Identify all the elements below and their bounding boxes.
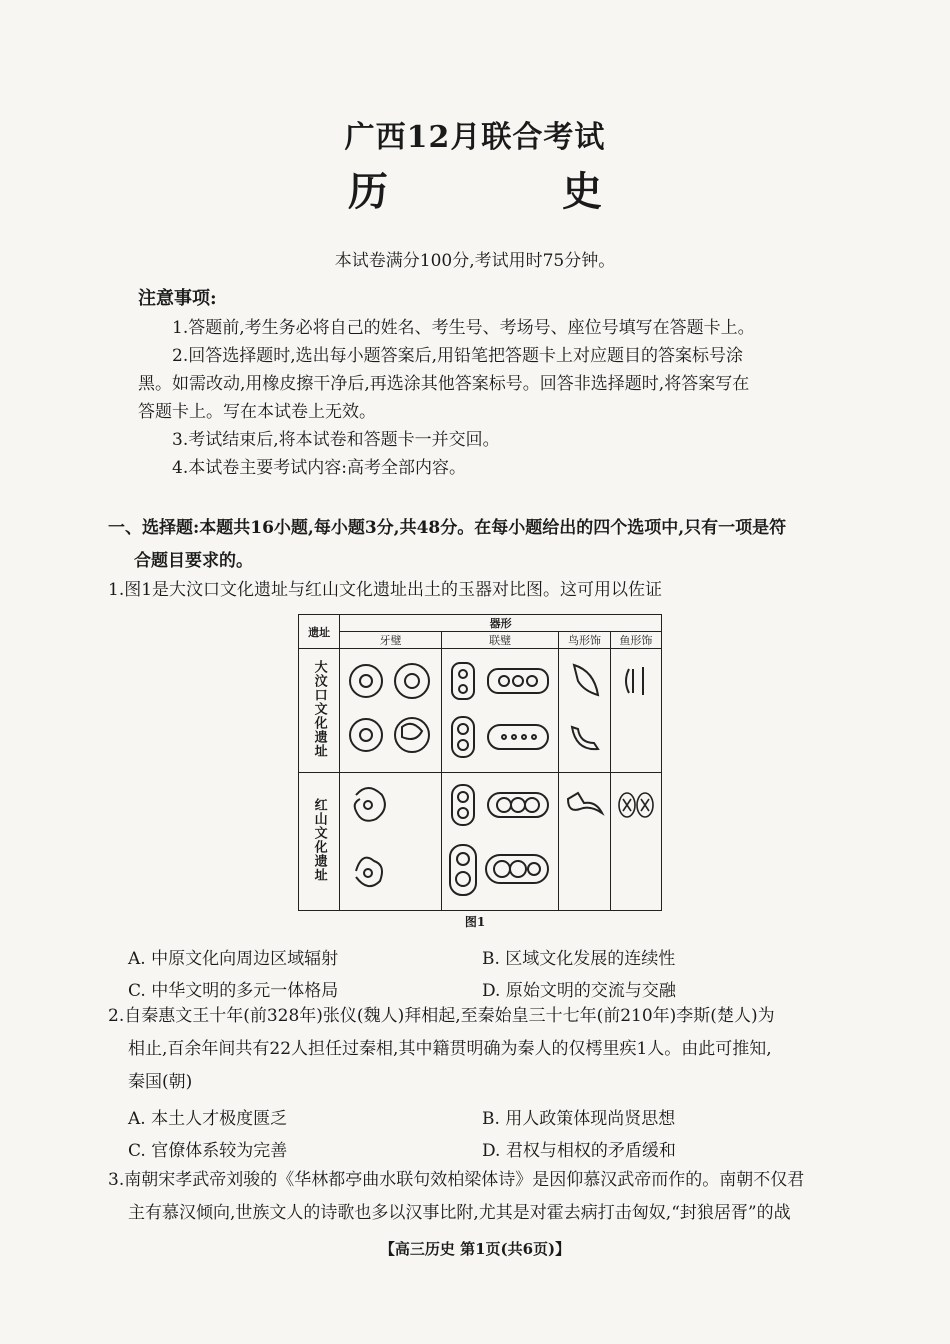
notice-item-2-line-2: 黑。如需改动,用橡皮擦干净后,再选涂其他答案标号。回答非选择题时,将答案写在 [138,374,750,394]
dawenkou-lian-bi-cell [441,649,559,773]
notice-heading: 注意事项: [138,288,217,309]
figure-caption: 图1 [464,915,486,929]
jade-comparison-figure [298,614,662,911]
lian-bi-illustration [444,651,556,767]
q2-option-b: B. 用人政策体现尚贤思想 [482,1109,676,1129]
question-2-stem [108,1000,833,1099]
q2-option-a: A. 本土人才极度匮乏 [128,1109,288,1129]
q2-option-d: D. 君权与相权的矛盾缓和 [482,1141,676,1161]
hongshan-bird-cell [559,773,610,911]
q3-line-1: 3.南朝宋孝武帝刘骏的《华林都亭曲水联句效柏梁体诗》是因仰慕汉武帝而作的。南朝不仅君 [108,1170,805,1190]
notice-item-2-line-1: 2.回答选择题时,选出每小题答案后,用铅笔把答题卡上对应题目的答案标号涂 [172,346,744,366]
subject-title: 历 史 [348,168,682,215]
figure-row-dawenkou: 大汶口文化遗址 [299,649,340,773]
q2-line-2: 相止,百余年间共有22人担任过秦相,其中籍贯明确为秦人的仅樗里疾1人。由此可推知, [128,1039,772,1059]
figure-subheader-fish: 鱼形饰 [610,632,661,649]
q1-option-d: D. 原始文明的交流与交融 [482,981,676,1001]
exam-info: 本试卷满分100分,考试用时75分钟。 [334,251,616,271]
hongshan-bird-illustration [562,775,608,905]
figure-row-hongshan: 红山文化遗址 [299,773,340,911]
q2-line-3: 秦国(朝) [128,1072,193,1092]
notice-item-2-line-3: 答题卡上。写在本试卷上无效。 [138,402,376,422]
hongshan-lian-bi-illustration [444,775,556,905]
q2-line-1: 2.自秦惠文王十年(前328年)张仪(魏人)拜相起,至秦始皇三十七年(前210年)李斯(楚人)为 [108,1006,775,1026]
hongshan-fish-cell [610,773,661,911]
hongshan-ya-bi-cell [340,773,442,911]
notice-item-1: 1.答题前,考生务必将自己的姓名、考生号、考场号、座位号填写在答题卡上。 [172,318,755,338]
section-heading-line-1: 一、选择题:本题共16小题,每小题3分,共48分。在每小题给出的四个选项中,只有一项是符 [108,518,787,538]
ya-bi-illustration [342,651,438,767]
hongshan-lian-bi-cell [441,773,559,911]
figure-header-site: 遗址 [299,615,340,649]
figure-header-shape: 器形 [340,615,662,632]
figure-subheader-lian-bi: 联璧 [441,632,559,649]
hongshan-ya-bi-illustration [342,775,438,905]
notice-item-4: 4.本试卷主要考试内容:高考全部内容。 [172,458,466,478]
dawenkou-ya-bi-cell [340,649,442,773]
q3-line-2: 主有慕汉倾向,世族文人的诗歌也多以汉事比附,尤其是对霍去病打击匈奴,“封狼居胥”的战 [128,1203,791,1223]
hongshan-fish-illustration [613,775,659,905]
figure-subheader-ya-bi: 牙璧 [340,632,442,649]
section-heading [108,512,828,578]
q2-option-c: C. 官僚体系较为完善 [128,1141,288,1161]
dawenkou-fish-cell [610,649,661,773]
fish-ornament-illustration [613,651,659,767]
q1-option-a: A. 中原文化向周边区域辐射 [128,949,339,969]
q1-option-b: B. 区域文化发展的连续性 [482,949,676,969]
exam-title: 广西12月联合考试 [344,120,606,155]
notice-item-3: 3.考试结束后,将本试卷和答题卡一并交回。 [172,430,500,450]
page-footer: 【高三历史 第1页(共6页)】 [379,1240,571,1258]
question-3-stem [108,1164,833,1230]
dawenkou-bird-cell [559,649,610,773]
q1-option-c: C. 中华文明的多元一体格局 [128,981,339,1001]
question-1-stem: 1.图1是大汶口文化遗址与红山文化遗址出土的玉器对比图。这可用以佐证 [108,580,663,600]
bird-ornament-illustration [562,651,608,767]
figure-subheader-bird: 鸟形饰 [559,632,610,649]
section-heading-line-2: 合题目要求的。 [134,551,253,571]
